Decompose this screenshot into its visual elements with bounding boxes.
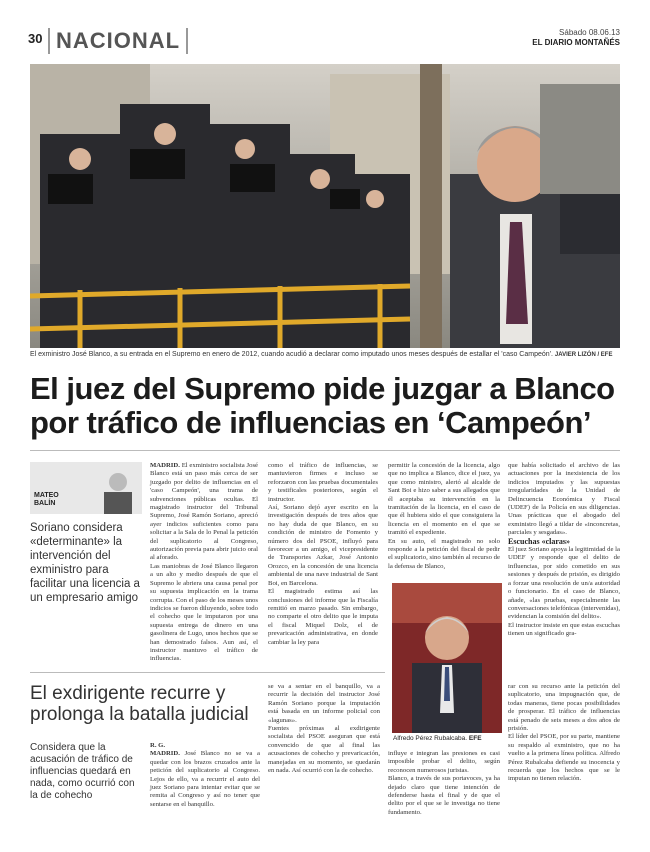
author-name — [34, 492, 59, 508]
divider — [30, 450, 620, 451]
secondary-column-1 — [150, 742, 260, 809]
photo-caption — [30, 351, 620, 358]
column-text: como el tráfico de influencias, se mantuvieron firmes e incluso se reforzaron con las pruebas documentales y testificales posteriores, según el instructor. — [268, 462, 378, 503]
photo-credit: EFE — [468, 735, 482, 742]
dateline: MADRID. — [150, 750, 180, 758]
dateline: MADRID. — [150, 462, 180, 469]
secondary-column-2 — [268, 683, 380, 775]
byline: R. G. — [150, 742, 166, 749]
column-text: Blanco, a través de sus portavoces, ya ha dejado claro que tiene intención de defenderse hasta el final y de que el delito por el que se le investiga no tiene fundamento. — [388, 775, 500, 816]
column-text: se va a sentar en el banquillo, va a recurrir la decisión del instructor José Ramón Soriano porque la imputación está basada en un informe policial con «lagunas». — [268, 683, 380, 724]
caption-text: Alfredo Pérez Rubalcaba. — [393, 735, 468, 742]
author-last-name: BALÍN — [34, 500, 56, 507]
column-text: Las maniobras de José Blanco llegaron a un alto y medio después de que el Supremo le abriera una causa penal por su supuesta implicación en la trama corrupta. Con el paso de los meses unos indicios se fueron diluyendo, sobre todo el cohecho que le imputaron por una supuesta entrega de dinero en una gasolinera de Lugo, unos hechos que se han demostrado falsos. Aun así, el instructor mantuvo el tráfico de influencias. — [150, 562, 258, 663]
column-text: influye e integran las presiones es casi imposible probar el delito, según reconocen numerosos juristas. — [388, 750, 500, 774]
main-photo — [30, 64, 620, 348]
article-summary: Soriano considera «determinante» la intervención del exministro para facilitar una licencia a un empresario amigo — [30, 522, 140, 604]
column-text: El líder del PSOE, por su parte, mantiene su respaldo al exministro, que no ha vuelto a la primera línea política. Alfredo Pérez Rubalcaba defiende su inocencia y recuerda que los hechos que se le imputan no tienen relación. — [508, 733, 620, 783]
author-first-name: MATEO — [34, 492, 59, 499]
section-subhead: Escuchas «claras» — [508, 536, 570, 546]
article-column-4 — [508, 462, 620, 639]
article-column-2 — [268, 462, 378, 647]
section-title: NACIONAL — [48, 28, 188, 54]
article-column-1 — [150, 462, 258, 664]
column-text: En su auto, el magistrado no solo responde a la petición del fiscal de pedir el suplicatorio, sino también al recurso de la defensa de Blanco, — [388, 537, 500, 570]
secondary-column-3 — [388, 750, 500, 817]
column-text: El exministro socialista José Blanco está un paso más cerca de ser juzgado por delito de influencias en el 'caso Campeón', una trama de subvenciones públicas ocultas. El magistrado instructor del Tribunal Supremo, José Ramón Soriano, apreció ayer indicios suficientes como para solicitar a la Sala de lo Penal la petición del suplicatorio al Congreso, autorización previa para abrir juicio oral al aforado. — [150, 462, 259, 562]
column-text: El juez Soriano apoya la legitimidad de la UDEF y responde que el delito de influencias, por sido cometido en sus sesiones y después de prisión, es dirigido a forzar una resolución de un/a autoridad o funcionario. En el caso de Blanco, añade, «las pruebas, especialmente las conversaciones telefónicas (intervenidas), evidencian la comisión del delito». — [508, 546, 620, 621]
column-text: José Blanco no se va a quedar con los brazos cruzados ante la petición del suplicatorio al Congreso. Lejos de ello, va a recurrir el auto del juez Soriano para intentar evitar que se remita al Congreso y así no tener que sentarse en el banquillo. — [150, 750, 261, 808]
secondary-column-4 — [508, 683, 620, 784]
caption-text: El exministro José Blanco, a su entrada en el Supremo en enero de 2012, cuando acudió a declarar como imputado unos meses después de estallar el 'caso Campeón'. — [30, 351, 553, 358]
newspaper-name: EL DIARIO MONTAÑÉS — [532, 38, 620, 47]
rubalcaba-photo — [392, 583, 502, 733]
column-text: Fuentes próximas al exdirigente socialista del PSOE aseguran que está convencido de que al final las acusaciones de cohecho y prevaricación, manejadas en su momento, se quedarán en nada. Así ocurrió con la de cohecho. — [268, 725, 380, 775]
secondary-headline: El exdirigente recurre y prolonga la batalla judicial — [30, 683, 249, 725]
column-text: Así, Soriano dejó ayer escrito en la investigación después de tres años que no hay duda de que Blanco, en su condición de ministro de Fomento y número dos del PSOE, influyó para favorecer a un amigo, el vicepresidente de Transportes Azkar, José Antonio Orozco, en la concesión de una licencia ambiental de una nave industrial de Sant Boi, en Barcelona. — [268, 504, 378, 587]
secondary-summary: Considera que la acusación de tráfico de influencias quedará en nada, como ocurrió con la de cohecho — [30, 742, 135, 801]
rubalcaba-caption — [393, 735, 503, 742]
column-text: rar con su recurso ante la petición del suplicatorio, una impugnación que, de todas maneras, tiene pocas posibilidades de prosperar. El tráfico de influencias está penado de seis meses a dos años de prisión. — [508, 683, 620, 733]
column-text: permitir la concesión de la licencia, algo que no implica a Blanco, dice el juez, ya que como ministro, alertó al alcalde de Sant Boi e hizo saber a sus allegados que él aceptaba su intervención en la tramitación de la licencia, en el caso de que él hubiera sido el que consiguiera la licencia en el momento en el que se tramitó el expediente. — [388, 462, 500, 537]
photo-credit: JAVIER LIZÓN / EFE — [554, 352, 613, 358]
divider — [30, 672, 385, 673]
column-text: El magistrado estima así las conclusiones del informe que la Fiscalía remitió en marzo pasado. Sin embargo, no comparte el otro delito que le imputa el fiscal Miquel Dolz, el de prevaricación administrativa, en donde cambiar la ley para — [268, 588, 378, 646]
article-column-3 — [388, 462, 500, 571]
issue-date: Sábado 08.06.13 — [559, 28, 620, 37]
page-number: 30 — [28, 31, 43, 46]
column-text: que había solicitado el archivo de las actuaciones por la inexistencia de los indicios imputados y las supuestas irregularidades de la Unidad de Delincuencia Económica y Fiscal (UDEF) de la Policía en sus diligencias. Unas prácticas que el abogado del exministro llegó a tildar de «inconcretas, parciales y sesgadas». — [508, 462, 620, 537]
column-text: El instructor insiste en que estas escuchas tienen un significado gra- — [508, 621, 620, 638]
main-headline: El juez del Supremo pide juzgar a Blanco por tráfico de influencias en ‘Campeón’ — [30, 371, 615, 440]
